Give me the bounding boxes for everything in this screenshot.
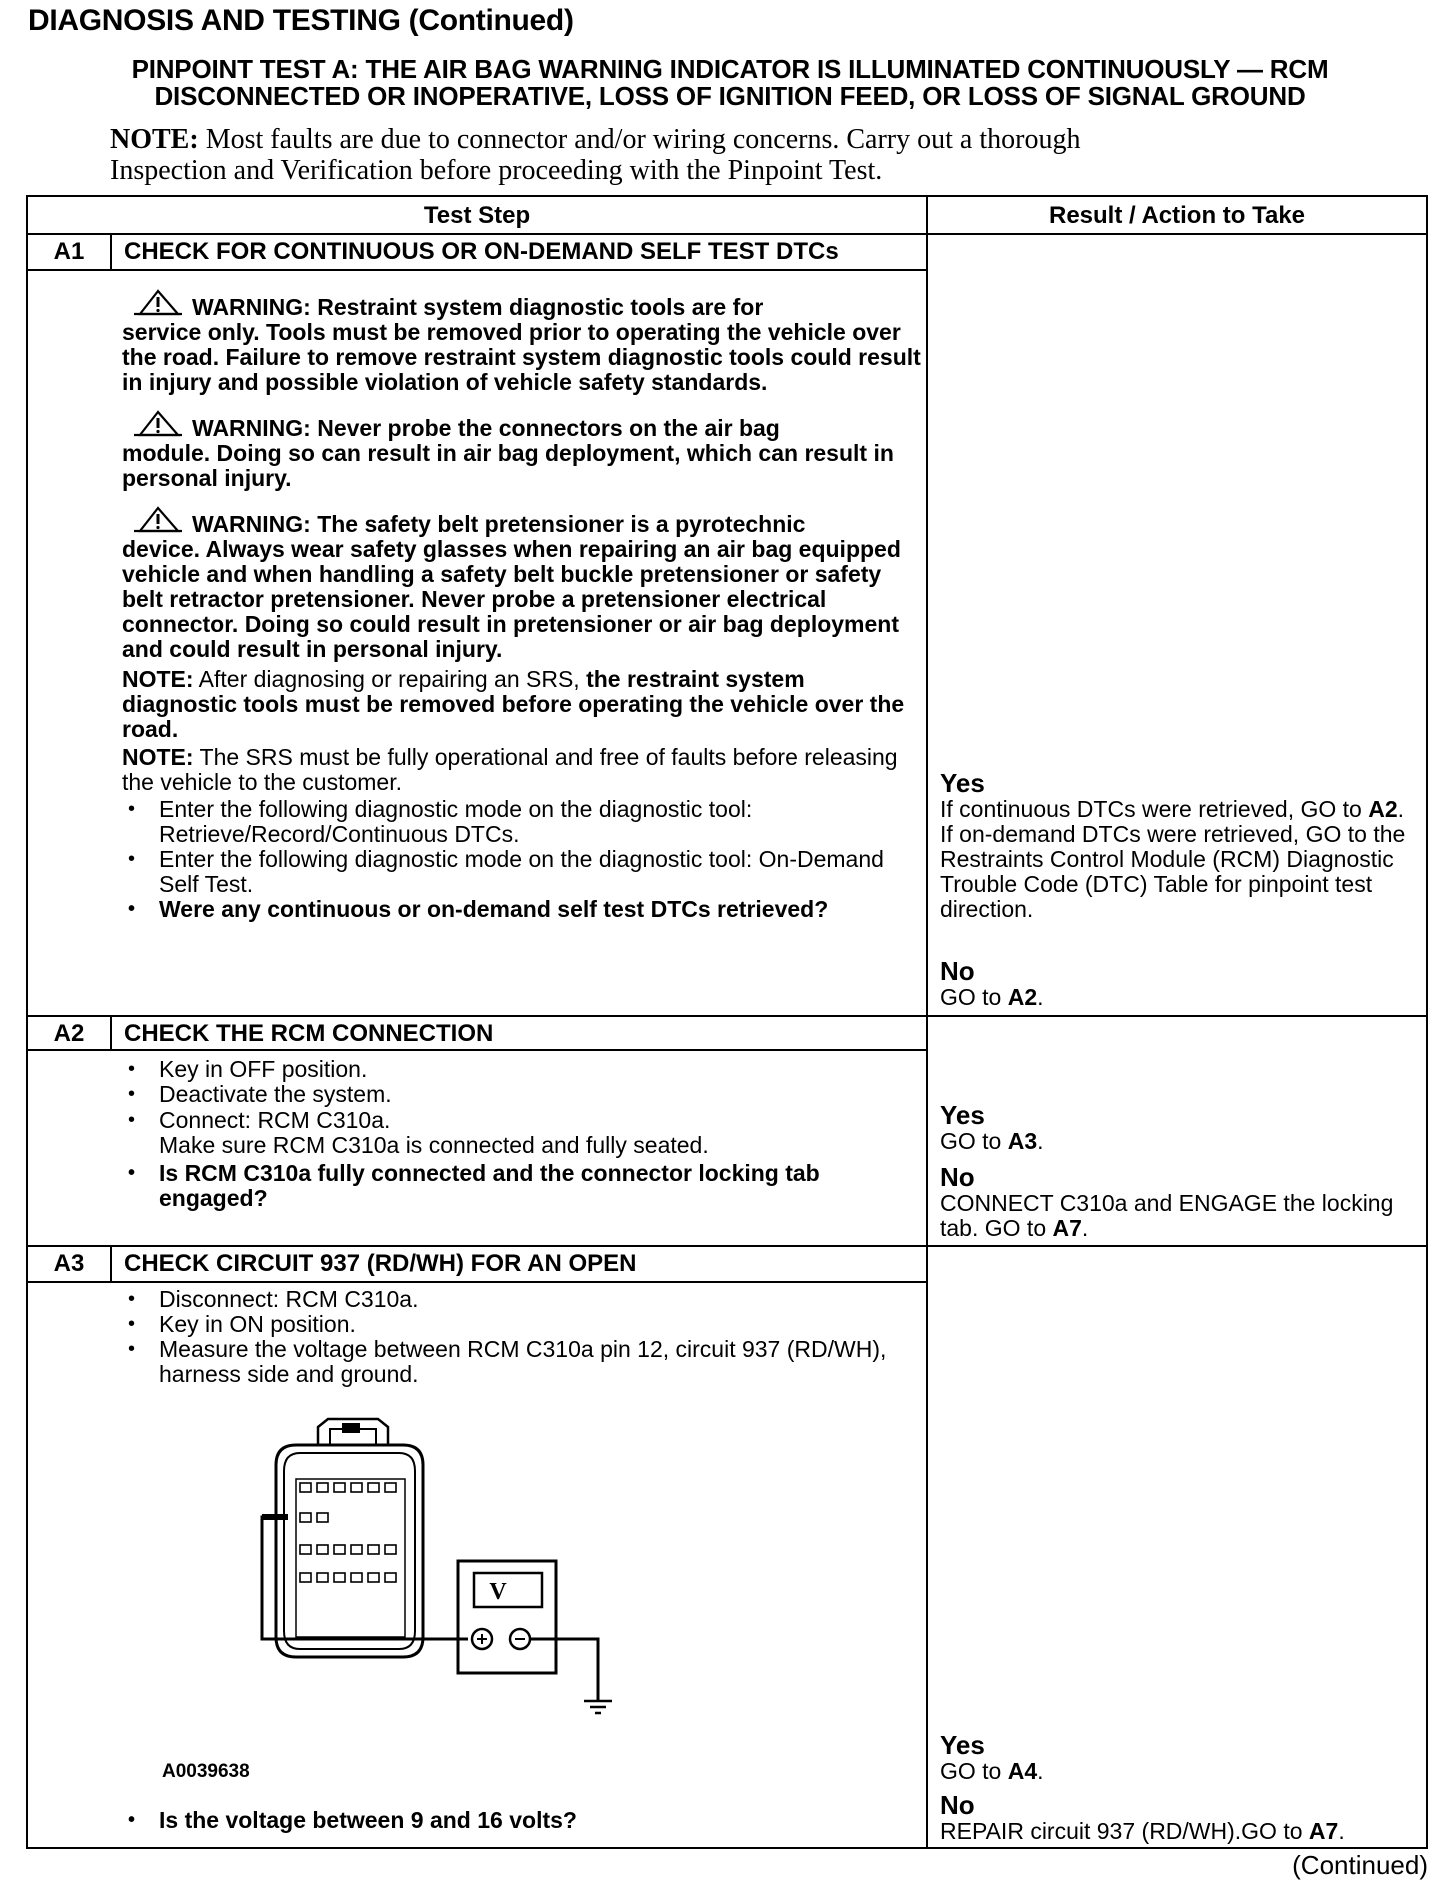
a1-no-text-2: . (1037, 984, 1044, 1010)
warning-3-lead: WARNING: The safety belt pretensioner is a pyrotechnic (192, 511, 806, 537)
a3-question-block (122, 1808, 922, 1833)
a2-title-line (28, 1049, 926, 1051)
col-header-result: Result / Action to Take (1048, 202, 1306, 229)
warning-2-text: module. Doing so can result in air bag deployment, which can result in personal injury. (122, 440, 894, 491)
a2-no-label: No (940, 1162, 975, 1192)
a2-bottom-line (28, 1245, 1426, 1247)
a3-title-line (28, 1281, 926, 1283)
step-title-a2: CHECK THE RCM CONNECTION (124, 1020, 494, 1047)
list-item: • Enter the following diagnostic mode on the diagnostic tool: On-Demand Self Test. (122, 847, 922, 897)
step-title-a3: CHECK CIRCUIT 937 (RD/WH) FOR AN OPEN (124, 1250, 637, 1277)
warning-1-text: service only. Tools must be removed prior to operating the vehicle over the road. Failure to remove restraint system diagnostic tools could result in injury and possible violation of vehicle safety standards. (122, 319, 921, 395)
a3-question: • Is the voltage between 9 and 16 volts? (122, 1808, 922, 1833)
a1-yes-text-2: . If on-demand DTCs were retrieved, GO to the Restraints Control Module (RCM) Diagnostic Trouble Code (DTC) Table for pinpoint test direction. (940, 796, 1406, 922)
a1-note-1-label: NOTE: (122, 666, 194, 692)
step-id-a3: A3 (53, 1250, 85, 1277)
result-a2-no (940, 1163, 1420, 1241)
a3-question-list (122, 1808, 922, 1833)
a3-yes-label: Yes (940, 1730, 985, 1760)
warning-triangle-icon (134, 506, 182, 534)
voltmeter-label: V (489, 1579, 507, 1605)
list-item: • Key in OFF position. (122, 1057, 922, 1082)
step-id-divider-a3 (110, 1247, 112, 1283)
a1-yes-ref[interactable]: A2 (1368, 796, 1398, 822)
step-title-a1: CHECK FOR CONTINUOUS OR ON-DEMAND SELF TEST DTCs (124, 238, 839, 265)
pinpoint-test-title (30, 56, 1430, 110)
a3-no-ref[interactable]: A7 (1308, 1818, 1339, 1844)
warning-3-text: device. Always wear safety glasses when repairing an air bag equipped vehicle and when handling a safety belt buckle pretensioner or safety belt retractor pretensioner. Never probe a pretensioner electrical connector. Doing so could result in pretensioner or air bag deployment and could result in personal injury. (122, 536, 901, 662)
continued-label: (Continued) (1292, 1850, 1428, 1880)
step-id-divider-a2 (110, 1017, 112, 1051)
column-divider (926, 197, 928, 1847)
a2-question: • Is RCM C310a fully connected and the connector locking tab engaged? (122, 1161, 922, 1211)
a1-no-text-1: GO to (940, 984, 1008, 1010)
a1-yes-text-1: If continuous DTCs were retrieved, GO to (940, 796, 1362, 822)
a3-no-label: No (940, 1790, 975, 1820)
a3-no-text-1: REPAIR circuit 937 (RD/WH).GO to (940, 1818, 1309, 1844)
step-id-divider-a1 (110, 235, 112, 271)
a2-yes-ref[interactable]: A3 (1007, 1128, 1038, 1154)
list-item: • Measure the voltage between RCM C310a pin 12, circuit 937 (RD/WH), harness side and ground. (122, 1337, 922, 1387)
a1-note-1-text: After diagnosing or repairing an SRS, (193, 666, 587, 692)
a3-yes-ref[interactable]: A4 (1007, 1758, 1038, 1784)
list-item: • Deactivate the system. (122, 1082, 922, 1107)
a1-note-2 (122, 745, 922, 795)
a2-no-ref[interactable]: A7 (1052, 1215, 1082, 1241)
pinpoint-test-table (26, 195, 1428, 1849)
a1-note-2-text: The SRS must be fully operational and free of faults before releasing the vehicle to the customer. (122, 744, 898, 795)
a2-connect-text: • Connect: RCM C310a. (159, 1107, 391, 1133)
a1-title-line (28, 269, 926, 271)
warning-3 (122, 506, 922, 662)
warning-triangle-icon (134, 410, 182, 438)
connector-voltage-diagram (218, 1417, 738, 1717)
list-item: • Enter the following diagnostic mode on the diagnostic tool: Retrieve/Record/Continuous DTCs. (122, 797, 922, 847)
warning-1 (122, 289, 922, 395)
page-header: DIAGNOSIS AND TESTING (Continued) (28, 4, 574, 37)
step-body-a3 (122, 1287, 922, 1387)
a2-bullet-list (122, 1057, 922, 1211)
step-id-a1: A1 (53, 238, 85, 265)
intro-note-text-2: Inspection and Verification before proceeding with the Pinpoint Test. (110, 155, 883, 186)
warning-2-lead: WARNING: Never probe the connectors on the air bag (192, 415, 780, 441)
a3-no-text-2: . (1338, 1818, 1345, 1844)
test-title-line-2: DISCONNECTED OR INOPERATIVE, LOSS OF IGNITION FEED, OR LOSS OF SIGNAL GROUND (154, 81, 1306, 111)
result-a2-yes (940, 1101, 1420, 1154)
a1-no-ref[interactable]: A2 (1007, 984, 1038, 1010)
a1-yes-label: Yes (940, 768, 985, 798)
a1-question: • Were any continuous or on-demand self test DTCs retrieved? (122, 897, 922, 922)
intro-note (110, 124, 1410, 186)
intro-note-label: NOTE: (110, 124, 199, 155)
a1-note-1-bold: the restraint system diagnostic tools must be removed before operating the vehicle over the road. (122, 666, 905, 742)
a1-no-label: No (940, 956, 975, 986)
figure-id: A0039638 (162, 1761, 250, 1782)
a1-bottom-line (28, 1015, 1426, 1017)
result-a1-no (940, 957, 1420, 1010)
result-a3-no (940, 1791, 1420, 1844)
step-body-a1 (122, 289, 922, 922)
header-row-line (28, 233, 1426, 235)
test-title-line-1: PINPOINT TEST A: THE AIR BAG WARNING INDICATOR IS ILLUMINATED CONTINUOUSLY — RCM (131, 54, 1329, 84)
step-body-a2 (122, 1057, 922, 1211)
list-item (122, 1108, 922, 1158)
a2-connect-sub: Make sure RCM C310a is connected and fully seated. (159, 1132, 709, 1158)
a1-note-2-label: NOTE: (122, 744, 194, 770)
intro-note-text-1: Most faults are due to connector and/or wiring concerns. Carry out a thorough (198, 124, 1081, 155)
a3-yes-text-2: . (1037, 1758, 1044, 1784)
warning-1-lead: WARNING: Restraint system diagnostic tools are for (192, 294, 764, 320)
step-id-a2: A2 (53, 1020, 85, 1047)
warning-triangle-icon (134, 289, 182, 317)
a3-yes-text-1: GO to (940, 1758, 1008, 1784)
a2-no-text-1: CONNECT C310a and ENGAGE the locking tab. GO to (940, 1190, 1394, 1241)
a2-yes-label: Yes (940, 1100, 985, 1130)
warning-2 (122, 410, 922, 491)
a1-note-1 (122, 667, 922, 742)
a2-yes-text-1: GO to (940, 1128, 1008, 1154)
a2-no-text-2: . (1081, 1215, 1089, 1241)
a2-yes-text-2: . (1037, 1128, 1044, 1154)
list-item: • Key in ON position. (122, 1312, 922, 1337)
result-a3-yes (940, 1731, 1420, 1784)
a1-bullet-list (122, 797, 922, 922)
list-item: • Disconnect: RCM C310a. (122, 1287, 922, 1312)
a3-bullet-list (122, 1287, 922, 1387)
col-header-test-step: Test Step (423, 202, 531, 229)
result-a1-yes (940, 769, 1420, 922)
